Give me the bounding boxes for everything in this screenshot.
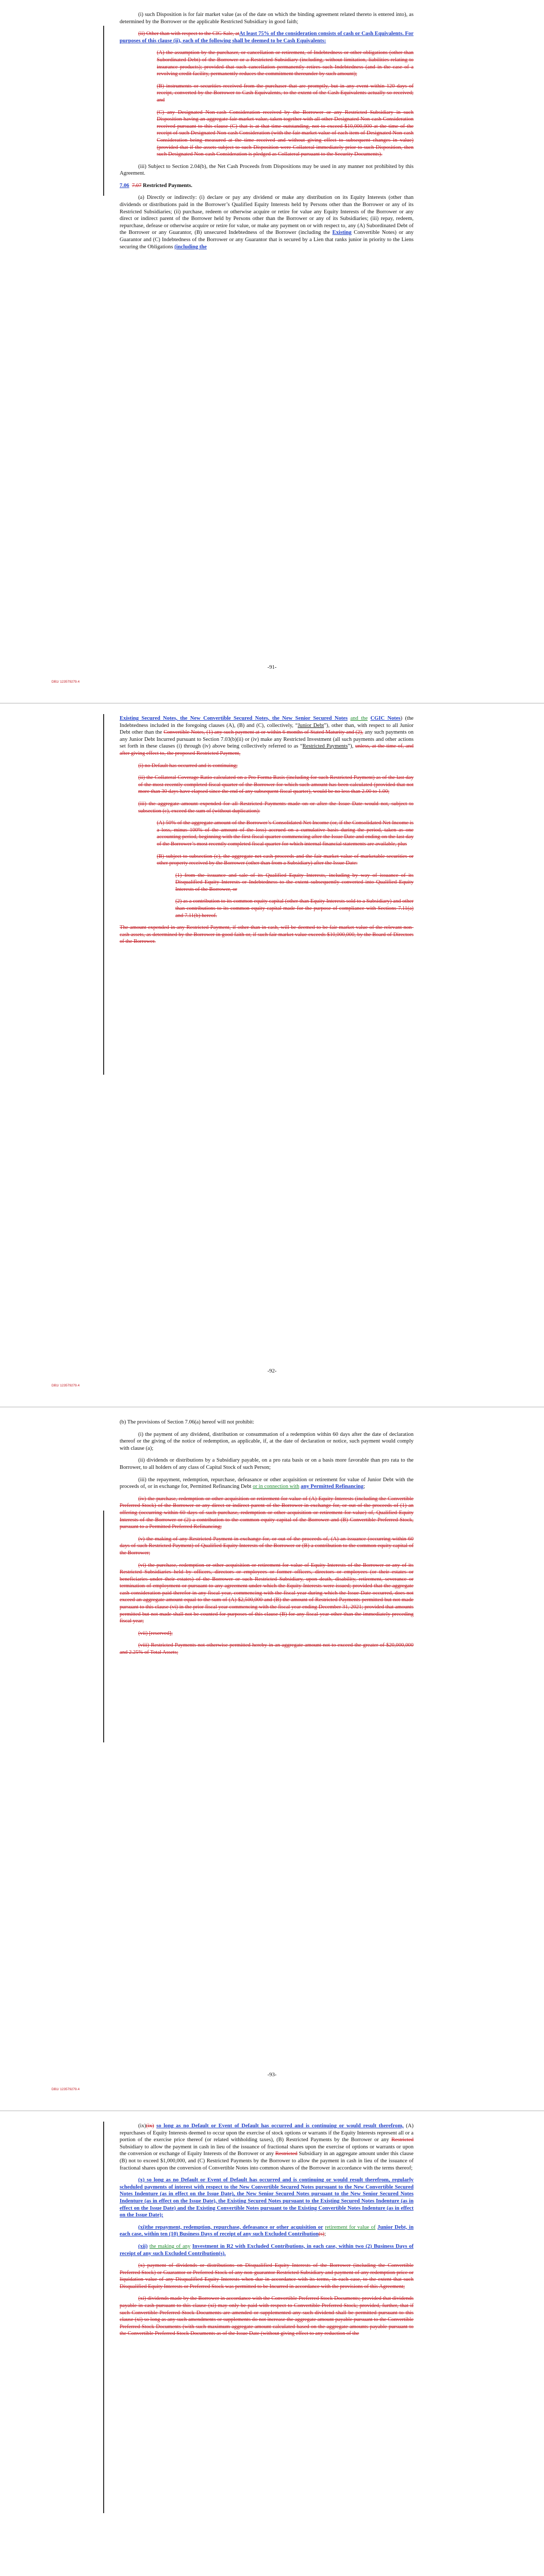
deleted-xi: (xi) dividends made by the Borrower in accordance with the Convertible Preferred Stock Documents; provided that dividends payable in cash pursuant to this clause (xi) may only be paid with respect to Convertible Preferred Stock; provided, further, that if such Convertible Preferred Stock Documents are amended or supplemented any such dividend shall be permitted pursuant to this clause (xi) so long as any such amendments or supplements do not increase the aggregate amount payable pursuant to the Convertible Preferred Stock Documents (with such maximum aggregate amount calculated based on the aggregate amounts payable pursuant to the Convertible Preferred Stock Documents as of the Issue Date (without giving effect to any reduction of the	[120, 2296, 414, 2337]
change-bar	[103, 26, 104, 196]
page-92-body	[120, 715, 414, 951]
clause-ii: (ii) Other than with respect to the CIG Sale, atAt least 75% of the consideration consists of cash or Cash Equivalents. For purposes of this clause (ii), each of the following shall be deemed to be Cash Equivalents:	[120, 31, 414, 44]
condition-iii-B: (B) subject to subsection (c), the aggregate net cash proceeds and the fair market value of marketable securities or other property received by the Borrower (other than from a Subsidiary) after the Issue Date:	[157, 853, 414, 867]
page-94	[0, 2111, 544, 2576]
doc-id-footer: DB1/ 123579279.4	[52, 2088, 80, 2091]
change-bar	[103, 1511, 104, 1742]
permitted-viii: (viii) Restricted Payments not otherwise permitted hereby in an aggregate amount not to exceed the greater of $20,000,000 and 2.25% of Total Assets;	[120, 1642, 414, 1656]
change-bar	[103, 714, 104, 1075]
permitted-iv: (iv) the purchase, redemption or other acquisition or retirement for value of (A) Equity Interests (including the Convertible Preferred Stock) of the Borrower or any direct or indirect parent of the Borrower in exchange for, or out of the proceeds of (1) an offering (occurring within 60 days of such purchase, redemption or other acquisition or retirement for value) of, Qualified Equity Interests of the Borrower or (2) a contribution to the common equity capital of the Borrower and (B) Convertible Preferred Stock, pursuant to a Permitted Preferred Refinancing;	[120, 1496, 414, 1530]
change-bar	[103, 2122, 104, 2513]
permitted-i: (i) the payment of any dividend, distribution or consummation of a redemption within 60 days after the date of declaration thereof or the giving of the notice of redemption, as applicable, if, at the date of declaration or notice, such payment would comply with clause (a);	[120, 1431, 414, 1451]
junior-debt-definition: Existing Secured Notes, the New Convertible Secured Notes, the New Senior Secured Notes and the CGIC Notes) (the Indebtedness included in the foregoing clauses (A), (B) and (C), collectively, “Junior Debt”), other than, with respect to all Junior Debt other than the Convertible Notes, (1) any such payment at or within 6 months of Stated Maturity and (2), any such payments on any Junior Debt Incurred pursuant to Section 7.03(b)(ii) or (iv) make any Restricted Investment (all such payments and other actions set forth in these clauses (i) through (iv) above being collectively referred to as “Restricted Payments”), unless, at the time of, and after giving effect to, the proposed Restricted Payment,	[120, 716, 414, 756]
condition-iii: (iii) the aggregate amount expended for all Restricted Payments made on or after the Issue Date would not, subject to subsection (c), exceed the sum of (without duplication):	[138, 801, 414, 814]
permitted-v: (v) the making of any Restricted Payment in exchange for, or out of the proceeds of, (A) an issuance (occurring within 60 days of such Restricted Payment) of Qualified Equity Interests of the Borrower or (B) a contribution to the common equity capital of the Borrower;	[120, 1536, 414, 1556]
page-93-body	[120, 1419, 414, 1662]
page-number: -91-	[267, 665, 277, 670]
clause-ii-A: (A) the assumption by the purchaser, or cancellation or retirement, of Indebtedness or other obligations (other than Subordinated Debt) of the Borrower or a Restricted Subsidiary (including, without limitation, liabilities relating to insurance products); provided that such cancellation permanently retires such Indebtedness (and in the case of a revolving credit facility, permanently reduces the commitment thereunder by such amount);	[157, 50, 414, 77]
deleted-x: (x) payment of dividends or distributions on Disqualified Equity Interests of the Borrower (including the Convertible Preferred Stock) or Guarantor or Preferred Stock of any non-guarantor Restricted Subsidiary and payment of any redemption price or liquidation value of any Disqualified Equity Interests when due in accordance with its terms, in each case, to the extent that such Disqualified Equity Interests or Preferred Stock was permitted to be Incurred in accordance with the provisions of this Agreement;	[120, 2263, 414, 2290]
clause-i: (i) such Disposition is for fair market value (as of the date on which the binding agreement related thereto is entered into), as determined by the Borrower or the applicable Restricted Subsidiary in good faith;	[120, 12, 414, 25]
page-91-body	[120, 11, 414, 256]
non-cash-valuation: The amount expended in any Restricted Payment, if other than in cash, will be deemed to be fair market value of the relevant non-cash assets, as determined by the Borrower in good faith or, if such fair market value exceeds $10,000,000, by the Board of Directors of the Borrower.	[120, 925, 414, 945]
doc-id-footer: DB1/ 123579279.4	[52, 1384, 80, 1387]
page-number: -92-	[267, 1368, 277, 1374]
permitted-vi: (vi) the purchase, redemption or other acquisition or retirement for value of Equity Interests of the Borrower or any of its Restricted Subsidiaries held by officers, directors or employees or former officers, directors or employees (or their estates or beneficiaries under their estates) of the Borrower or such Restricted Subsidiary, upon death, disability, retirement, severance or termination of employment or pursuant to any agreement under which the Equity Interests were issued; provided that the aggregate cash consideration paid therefor in any fiscal year, commencing with the fiscal year during which the Issue Date occurred, does not exceed an aggregate amount equal to the sum of (A) $2,500,000 and (B) the amount of Restricted Payments permitted but not made pursuant to this clause (vi) in the prior fiscal year commencing with the fiscal year ending December 31, 2021; provided that amounts permitted but not made shall not be counted for purposes of this clause (B) for any fiscal year other than the immediately preceding fiscal year;	[120, 1562, 414, 1624]
condition-iii-A: (A) 50% of the aggregate amount of the Borrower’s Consolidated Net Income (or, if the Consolidated Net Income is a loss, minus 100% of the amount of the loss) accrued on a cumulative basis during the period, taken as one accounting period, beginning with the first fiscal quarter commencing after the Issue Date and ending on the last day of the Borrower’s most recently completed fiscal quarter for which internal financial statements are available, plus	[157, 820, 414, 847]
clause-b: (b) The provisions of Section 7.06(a) hereof will not prohibit:	[120, 1419, 255, 1425]
clause-ii-C: (C) any Designated Non-cash Consideration received by the Borrower or any Restricted Subsidiary in such Disposition having an aggregate fair market value, taken together with all other Designated Non-cash Consideration received pursuant to this clause (C) that is at that time outstanding, not to exceed $10,000,000 at the time of the receipt of such Designated Non-cash Consideration (with the fair market value of each item of Designated Non-cash Consideration being measured at the time received and without giving effect to subsequent changes in value) (provided that if the assets subject to such Disposition were Collateral immediately prior to such Disposition, then such Designated Non-cash Consideration is pledged as Collateral pursuant to the Security Documents).	[157, 109, 414, 158]
clause-iii: (iii) Subject to Section 2.04(b), the Net Cash Proceeds from Dispositions may be used in any manner not prohibited by this Agreement.	[120, 163, 414, 177]
permitted-iii: (iii) the repayment, redemption, repurchase, defeasance or other acquisition or retirement for value of Junior Debt with the proceeds of, or in exchange for, Permitted Refinancing Debt or in connection with any Permitted Refinancing;	[120, 1477, 414, 1490]
doc-id-footer: DB1/ 123579279.4	[52, 680, 80, 684]
page-91	[0, 0, 544, 703]
page-number: -93-	[267, 2072, 277, 2078]
permitted-xii: (xii) the making of any Investment in R2 with Excluded Contributions, in each case, within two (2) Business Days of receipt of any such Excluded Contribution(s).	[120, 2243, 414, 2257]
section-heading: 7.06 7.07 Restricted Payments.	[120, 182, 192, 189]
page-93	[0, 1408, 544, 2111]
page-92	[0, 704, 544, 1407]
permitted-xi: (xi)the repayment, redemption, repurchase, defeasance or other acquisition or retirement for value of Junior Debt, in each case, within ten (10) Business Days of receipt of any such Excluded Contribution(s);	[120, 2224, 414, 2238]
permitted-x: (x) so long as no Default or Event of Default has occurred and is continuing or would result therefrom, regularly scheduled payments of interest with respect to the New Convertible Secured Notes pursuant to the New Convertible Secured Notes Indenture (as in effect on the Issue Date), the New Senior Secured Notes pursuant to the New Senior Secured Notes Indenture (as in effect on the Issue Date), the Existing Secured Notes pursuant to the Existing Secured Notes Indenture (as in effect on the Issue Date) and the Existing Convertible Notes pursuant to the Existing Convertible Notes Indenture (as in effect on the Issue Date);	[120, 2177, 414, 2218]
condition-iii-B-1: (1) from the issuance and sale of its Qualified Equity Interests, including by way of issuance of its Disqualified Equity Interests or Indebtedness to the extent subsequently converted into Qualified Equity Interests of the Borrower, or	[175, 872, 414, 892]
condition-i: (i) no Default has occurred and is continuing;	[138, 762, 238, 769]
permitted-ix: (ix)(ix) so long as no Default or Event of Default has occurred and is continuing or would result therefrom, (A) repurchases of Equity Interests deemed to occur upon the exercise of stock options or warrants if the Equity Interests represent all or a portion of the exercise price thereof (or related withholding taxes), (B) Restricted Payments by the Borrower or any Restricted Subsidiary to allow the payment in cash in lieu of the issuance of fractional shares upon the exercise of options or warrants or upon the conversion or exchange of Equity Interests of the Borrower or any Restricted Subsidiary in an aggregate amount under this clause (B) not to exceed $1,000,000, and (C) Restricted Payments by the Borrower to allow the payment in cash in lieu of the issuance of fractional shares upon the conversion of Convertible Notes into common shares of the Borrower in accordance with the terms thereof;	[120, 2123, 414, 2171]
condition-iii-B-2: (2) as a contribution to its common equity capital (other than Equity Interests sold to a Subsidiary) and other than contributions to its common equity capital made for the purpose of compliance with Sections 7.11(a) and 7.11(b) hereof.	[175, 899, 414, 919]
clause-ii-B: (B) instruments or securities received from the purchaser that are promptly, but in any event within 120 days of receipt, converted by the Borrower to Cash Equivalents, to the extent of the Cash Equivalents actually so received; and	[157, 83, 414, 103]
clause-a: (a) Directly or indirectly: (i) declare or pay any dividend or make any distribution on its Equity Interests (other than dividends or distributions paid in the Borrower’s Qualified Equity Interests held by Persons other than the Borrower or any of its Restricted Subsidiaries; (ii) purchase, redeem or otherwise acquire or retire for value any Equity Interests of the Borrower or any direct or indirect parent of the Borrower held by Persons other than the Borrower or any of its Subsidiaries; (iii) repay, redeem, repurchase, defease or otherwise acquire or retire for value, or make any payment on or with respect to, any (A) Subordinated Debt of the Borrower or any Guarantor, (B) unsecured Indebtedness of the Borrower (including the Existing Convertible Notes) or any Guarantor and (C) Indebtedness of the Borrower or any Guarantor that is secured by a Lien that ranks junior in priority to the Liens securing the Obligations (including the	[120, 195, 414, 250]
permitted-ii: (ii) dividends or distributions by a Subsidiary payable, on a pro rata basis or on a basis more favorable than pro rata to the Borrower, to all holders of any class of Capital Stock of such Person;	[120, 1458, 414, 1470]
page-94-body	[120, 2123, 414, 2343]
condition-ii: (ii) the Collateral Coverage Ratio calculated on a Pro Forma Basis (including for such Restricted Payment) as of the last day of the most recently completed fiscal quarter of the Borrower for which such amount has been calculated (provided that not more than 30 days have elapsed since the end of any subsequent fiscal quarter), would be no less than 2.00 to 1.00;	[138, 775, 414, 795]
permitted-vii: (vii) [reserved];	[138, 1630, 173, 1636]
